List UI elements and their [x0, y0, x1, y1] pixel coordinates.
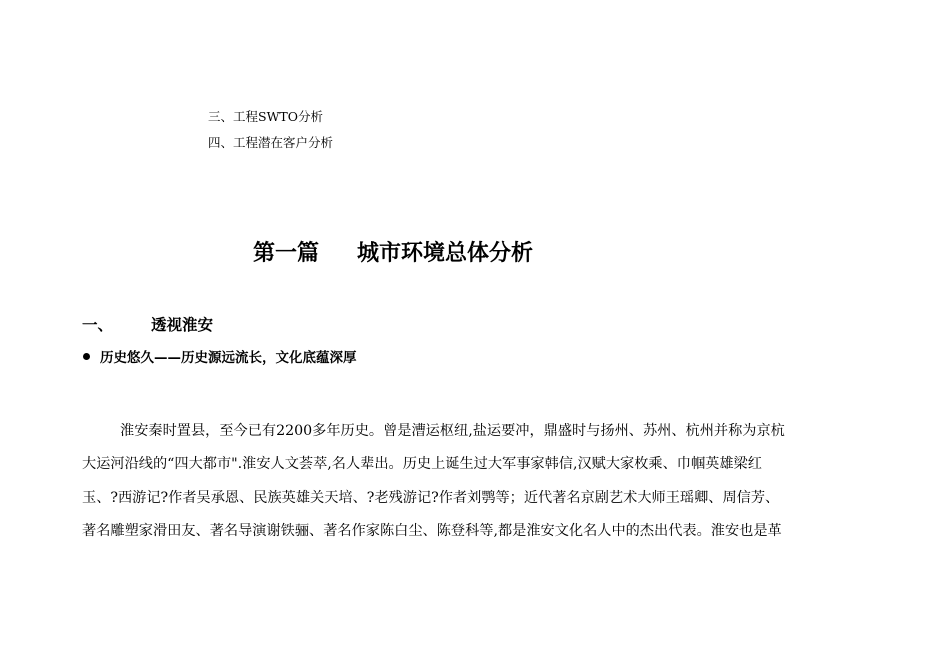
toc-item-4: 四、工程潜在客户分析	[208, 135, 334, 150]
section-number: 一、	[82, 316, 114, 334]
chapter-part-name: 城市环境总体分析	[357, 241, 534, 266]
bullet-heading-text: 历史悠久——历史源远流长，文化底蕴深厚	[100, 350, 357, 366]
bullet-dot-icon	[83, 353, 90, 360]
section-heading	[82, 315, 213, 335]
body-paragraph-line: 淮安秦时置县，至今已有2200多年历史。曾是漕运枢纽,盐运要冲，鼎盛时与扬州、苏州、杭州并称为京杭	[120, 423, 785, 439]
section-title: 透视淮安	[151, 316, 214, 334]
chapter-part-label: 第一篇	[253, 241, 320, 266]
body-paragraph-line: 玉、?西游记?作者吴承恩、民族英雄关天培、?老残游记?作者刘鹗等；近代著名京剧艺术大师王瑶卿、周信芳、	[82, 490, 780, 506]
bullet-heading	[82, 349, 357, 367]
chapter-title	[253, 240, 533, 268]
toc-item-3: 三、工程SWTO分析	[208, 109, 323, 124]
body-paragraph-line: 大运河沿线的“四大都市".淮安人文荟萃,名人辈出。历史上诞生过大军事家韩信,汉赋大家枚乘、巾帼英雄梁红	[82, 456, 762, 472]
body-paragraph-line: 著名雕塑家滑田友、著名导演谢铁骊、著名作家陈白尘、陈登科等,都是淮安文化名人中的杰出代表。淮安也是革	[82, 523, 782, 539]
